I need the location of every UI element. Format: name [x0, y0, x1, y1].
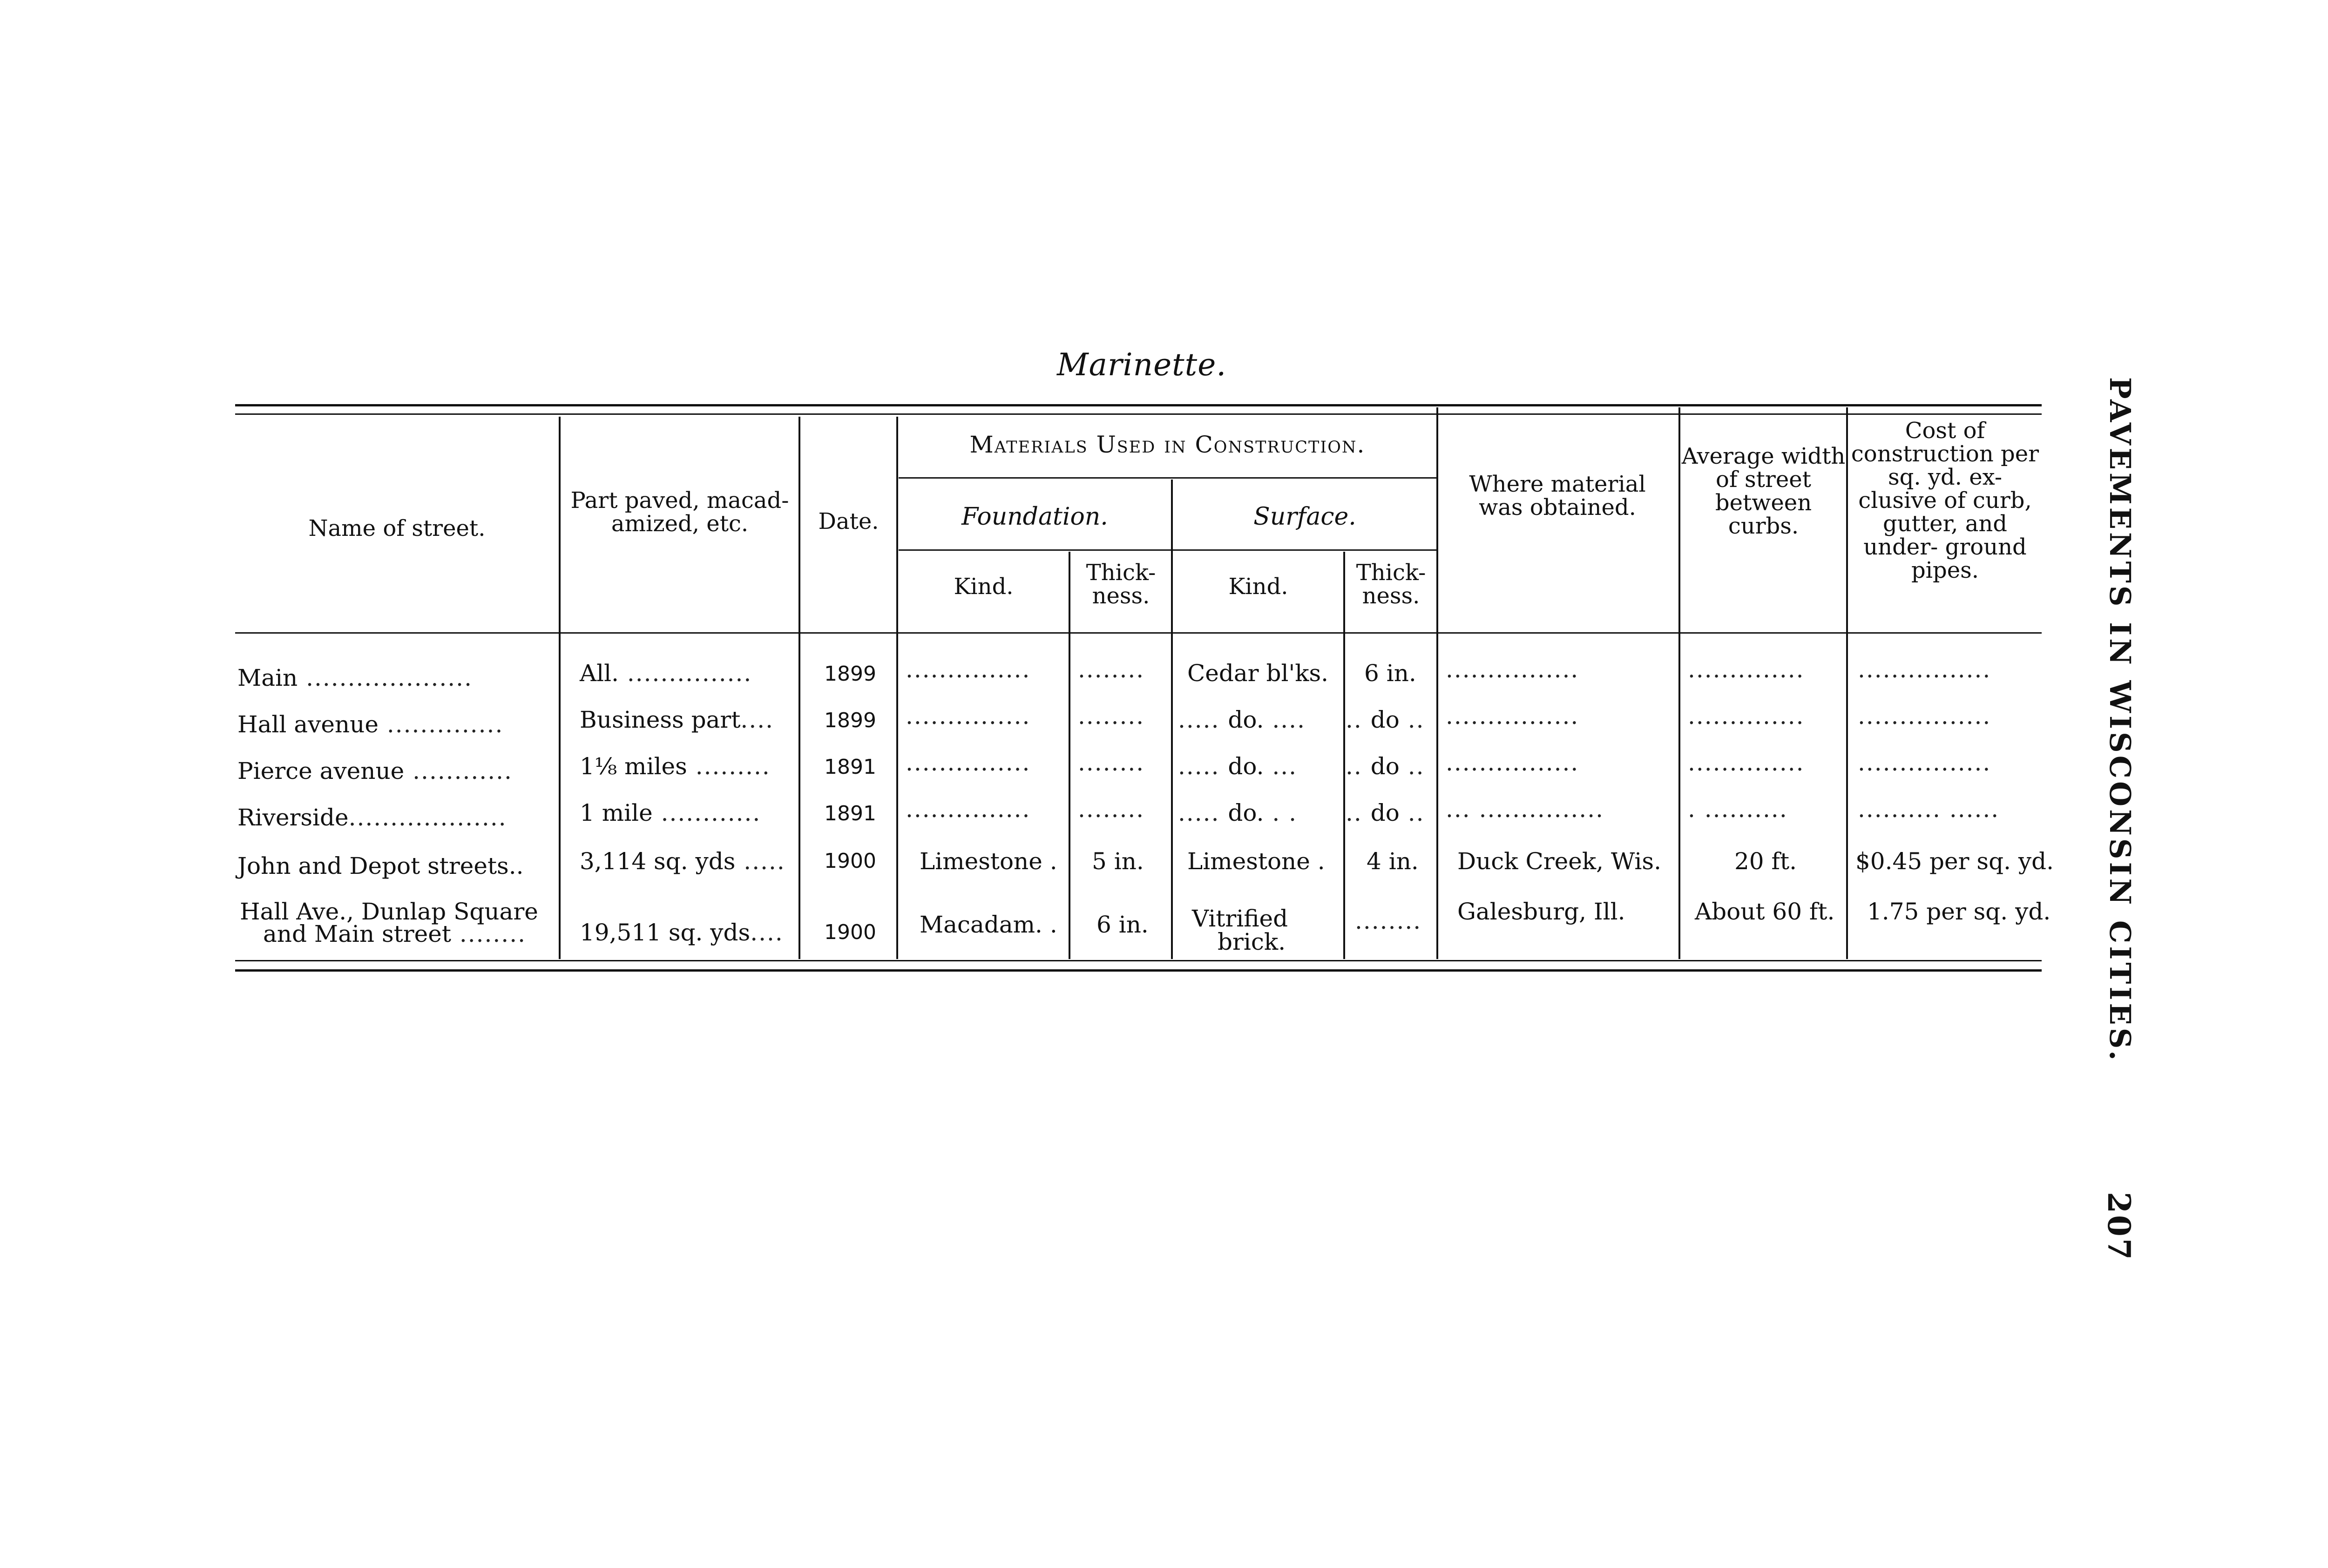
page-number: 207 — [2101, 1192, 2137, 1262]
col-divider — [1846, 407, 1848, 959]
header-part: Part paved, macad- amized, etc. — [570, 487, 789, 537]
table-row-f-thick: 6 in. — [1096, 911, 1149, 938]
table-row-f-thick: ........ — [1078, 656, 1145, 683]
table-row-f-thick: ........ — [1078, 796, 1145, 823]
col-divider — [559, 417, 561, 959]
table-row-f-thick: ........ — [1078, 749, 1145, 776]
table-row-s-kind: Cedar bl'ks. — [1187, 660, 1329, 687]
table-row-s-thick: .. do .. — [1346, 799, 1425, 826]
col-divider — [1171, 480, 1173, 959]
header-rule — [235, 632, 2042, 634]
top-rule-inner — [235, 413, 2042, 415]
table-row-s-kind-cont: brick. — [1218, 928, 1286, 955]
table-row-s-thick: .. do .. — [1346, 753, 1425, 780]
table-row-where: ................ — [1446, 703, 1579, 730]
table-row-width: About 60 ft. — [1695, 898, 1835, 925]
table-row-date: 1899 — [824, 709, 876, 732]
table-row-date: 1899 — [824, 662, 876, 686]
table-row-date: 1900 — [824, 849, 876, 873]
col-divider — [1069, 552, 1070, 959]
header-foundation-thickness: Thick- ness. — [1086, 560, 1156, 609]
table-row-cost: ................ — [1858, 749, 1991, 776]
table-row-f-thick: 5 in. — [1092, 848, 1144, 875]
col-divider — [1436, 407, 1438, 959]
table-row-cost: .......... ...... — [1858, 796, 2000, 823]
col-divider — [896, 417, 898, 959]
table-row-date: 1900 — [824, 920, 876, 944]
table-row-where: Duck Creek, Wis. — [1457, 848, 1661, 875]
table-row-f-kind: ............... — [906, 796, 1031, 823]
table-row-f-kind: ............... — [906, 749, 1031, 776]
table-row-cost: 1.75 per sq. yd. — [1867, 898, 2051, 925]
table-row-part: 1 mile ............ — [580, 799, 761, 826]
table-row-name: Pierce avenue ............ — [237, 757, 513, 784]
page-title: Marinette. — [1057, 347, 1227, 383]
table-row-part: 19,511 sq. yds.... — [580, 919, 784, 946]
col-divider — [1678, 407, 1680, 959]
col-divider — [799, 417, 800, 959]
bottom-rule-outer — [235, 969, 2042, 972]
table-row-width: .............. — [1688, 656, 1805, 683]
table-row-name: Hall Ave., Dunlap Square — [240, 898, 538, 925]
table-row-name: John and Depot streets.. — [237, 852, 524, 879]
header-surface-thickness: Thick- ness. — [1356, 560, 1426, 609]
table-row-where: ................ — [1446, 656, 1579, 683]
header-surface-kind: Kind. — [1228, 574, 1288, 600]
table-row-width: .............. — [1688, 703, 1805, 730]
table-row-width: .............. — [1688, 749, 1805, 776]
table-row-name-cont: and Main street ........ — [263, 920, 526, 947]
header-foundation-kind: Kind. — [954, 574, 1014, 600]
table-row-width: 20 ft. — [1734, 848, 1797, 875]
table-row-date: 1891 — [824, 802, 876, 825]
bottom-rule — [235, 960, 2042, 961]
table-row-part: 1⅛ miles ......... — [580, 753, 771, 780]
table-row-s-kind: ..... do. ... — [1178, 753, 1298, 780]
table-row-s-thick: 6 in. — [1364, 660, 1416, 687]
table-row-f-thick: ........ — [1078, 703, 1145, 730]
table-row-name: Riverside................... — [237, 804, 507, 831]
table-row-where: Galesburg, Ill. — [1457, 898, 1625, 925]
table-row-f-kind: Macadam. . — [920, 911, 1057, 938]
table-row-where: ... ............... — [1446, 796, 1604, 823]
table-row-cost: ................ — [1858, 703, 1991, 730]
header-materials: Materials Used in Construction. — [969, 431, 1366, 458]
table-row-f-kind: ............... — [906, 656, 1031, 683]
table-row-s-kind: Limestone . — [1187, 848, 1325, 875]
header-where: Where material was obtained. — [1469, 471, 1646, 520]
table-row-date: 1891 — [824, 755, 876, 779]
table-row-name: Hall avenue .............. — [237, 711, 504, 738]
table-row-part: 3,114 sq. yds ..... — [580, 848, 785, 875]
header-foundation: Foundation. — [961, 503, 1108, 531]
running-head: PAVEMENTS IN WISCONSIN CITIES. — [2103, 377, 2137, 1063]
table-row-width: . .......... — [1688, 796, 1788, 823]
table-row-s-thick: ........ — [1355, 907, 1422, 934]
top-rule — [235, 404, 2042, 406]
table-row-s-kind: ..... do. . . — [1178, 799, 1298, 826]
table-row-cost: ................ — [1858, 656, 1991, 683]
header-width: Average width of street between curbs. — [1681, 443, 1846, 539]
header-name: Name of street. — [308, 515, 486, 541]
table-row-f-kind: ............... — [906, 703, 1031, 730]
header-surface: Surface. — [1253, 503, 1356, 531]
table-row-part: Business part.... — [580, 706, 774, 733]
table-row-cost: $0.45 per sq. yd. — [1855, 848, 2054, 875]
table-row-s-thick: 4 in. — [1367, 848, 1419, 875]
table-row-where: ................ — [1446, 749, 1579, 776]
table-row-name: Main .................... — [237, 664, 473, 691]
header-cost: Cost of construction per sq. yd. ex- clusive of curb, gutter, and under- ground pipes. — [1851, 418, 2039, 583]
materials-rule — [899, 477, 1436, 479]
header-date: Date. — [818, 508, 879, 534]
table-row-s-thick: .. do .. — [1346, 706, 1425, 733]
table-row-part: All. ............... — [580, 660, 752, 687]
table-row-s-kind: Vitrified — [1192, 905, 1288, 932]
table-row-s-kind: ..... do. .... — [1178, 706, 1306, 733]
subgroup-rule — [899, 549, 1436, 551]
table-row-f-kind: Limestone . — [920, 848, 1057, 875]
col-divider — [1343, 552, 1345, 959]
